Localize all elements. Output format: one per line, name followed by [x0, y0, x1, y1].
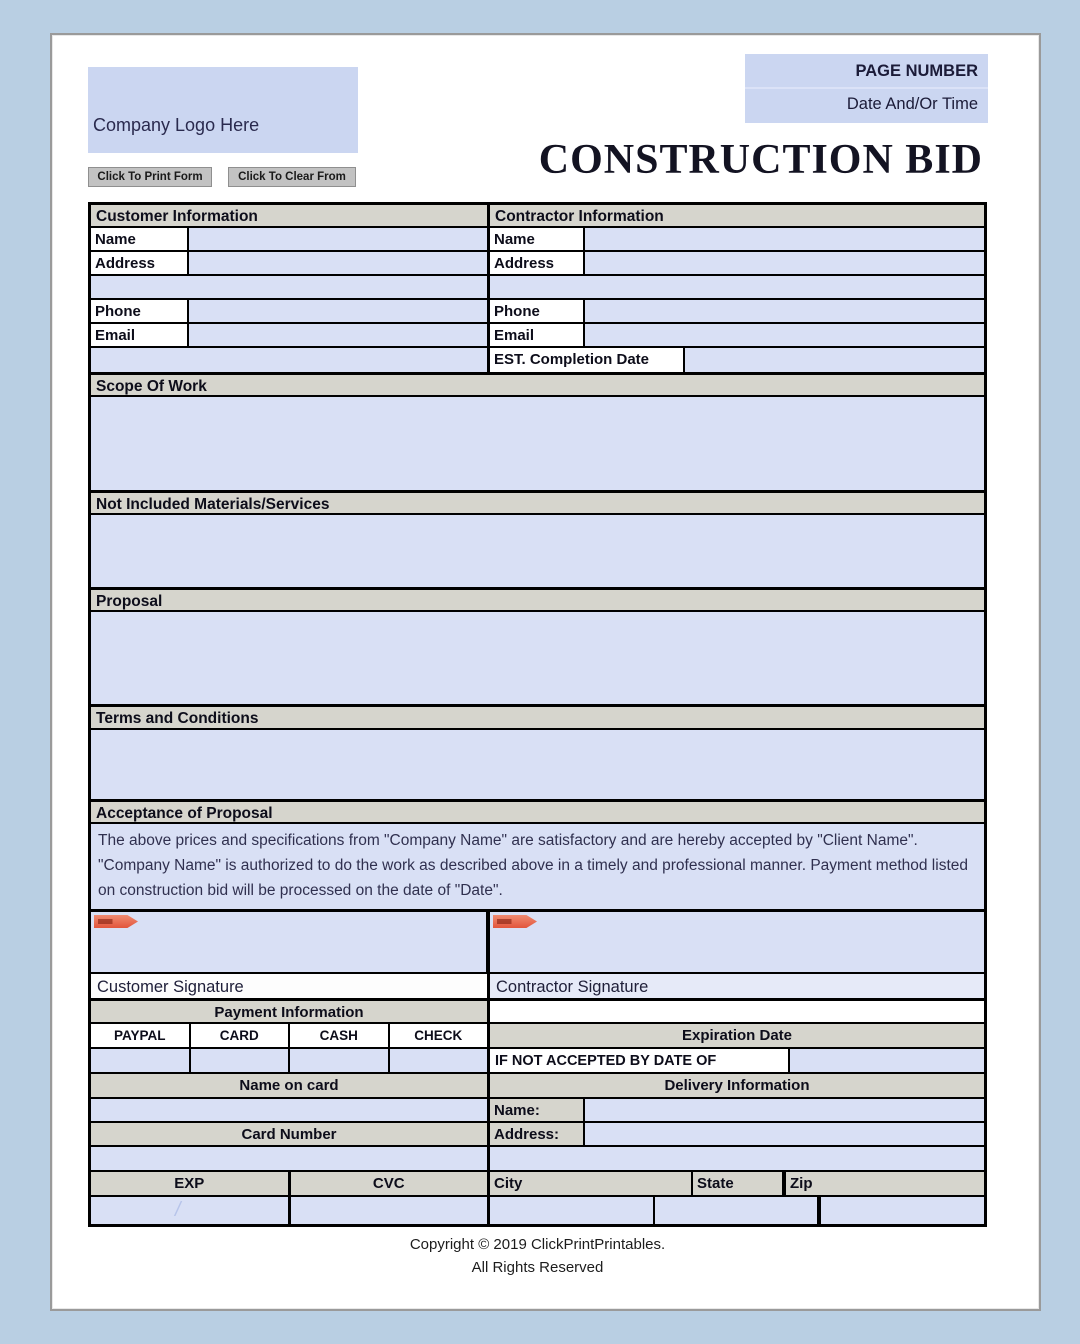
cvc-header: CVC — [291, 1172, 488, 1195]
contractor-info-header: Contractor Information — [490, 205, 984, 226]
construction-bid-form — [88, 202, 987, 1227]
sign-here-tab[interactable] — [94, 915, 138, 928]
print-form-button[interactable]: Click To Print Form — [88, 167, 212, 187]
check-header: CHECK — [390, 1024, 488, 1047]
contractor-phone-label: Phone — [490, 300, 585, 322]
check-checkbox[interactable] — [390, 1049, 488, 1072]
customer-name-input[interactable] — [189, 228, 487, 250]
sign-here-tab[interactable] — [493, 915, 537, 928]
est-completion-label: EST. Completion Date — [490, 348, 685, 372]
copyright-line: Copyright © 2019 ClickPrintPrintables. — [409, 1236, 666, 1253]
card-number-header: Card Number — [91, 1123, 487, 1145]
card-number-input[interactable] — [91, 1147, 487, 1170]
contractor-phone-input[interactable] — [585, 300, 984, 322]
customer-name-label: Name — [91, 228, 189, 250]
contractor-email-label: Email — [490, 324, 585, 346]
contractor-address-label: Address — [490, 252, 585, 274]
contractor-name-label: Name — [490, 228, 585, 250]
scope-of-work-header: Scope Of Work — [91, 375, 984, 395]
form-page — [50, 33, 1041, 1311]
customer-extra-input[interactable] — [91, 348, 487, 372]
state-header: State — [693, 1172, 786, 1195]
cash-checkbox[interactable] — [290, 1049, 390, 1072]
not-included-input[interactable] — [91, 515, 984, 587]
paypal-checkbox[interactable] — [91, 1049, 191, 1072]
contractor-email-input[interactable] — [585, 324, 984, 346]
expiration-date-header: Expiration Date — [490, 1024, 984, 1047]
customer-email-input[interactable] — [189, 324, 487, 346]
customer-signature-label: Customer Signature — [91, 974, 490, 998]
delivery-address-input[interactable] — [585, 1123, 984, 1145]
date-time-label: Date And/Or Time — [846, 95, 978, 113]
customer-phone-label: Phone — [91, 300, 189, 322]
name-on-card-header: Name on card — [91, 1074, 487, 1097]
page-number-box — [745, 54, 988, 123]
cvc-input[interactable] — [291, 1197, 488, 1224]
card-header: CARD — [191, 1024, 291, 1047]
expiration-date-input[interactable] — [790, 1049, 984, 1072]
blank-cell — [490, 1001, 984, 1022]
terms-input[interactable] — [91, 730, 984, 799]
customer-email-label: Email — [91, 324, 189, 346]
customer-address-label: Address — [91, 252, 189, 274]
city-header: City — [490, 1172, 693, 1195]
card-checkbox[interactable] — [191, 1049, 291, 1072]
contractor-address2-input[interactable] — [490, 276, 984, 298]
zip-input[interactable] — [821, 1197, 984, 1224]
state-input[interactable] — [655, 1197, 822, 1224]
clear-form-button[interactable]: Click To Clear From — [228, 167, 356, 187]
delivery-address-label: Address: — [490, 1123, 585, 1145]
proposal-input[interactable] — [91, 612, 984, 704]
exp-input[interactable] — [91, 1197, 291, 1224]
acceptance-header: Acceptance of Proposal — [91, 802, 984, 822]
name-on-card-input[interactable] — [91, 1099, 487, 1121]
delivery-name-label: Name: — [490, 1099, 585, 1121]
terms-header: Terms and Conditions — [91, 707, 984, 728]
company-logo-text: Company Logo Here — [93, 115, 260, 135]
if-not-accepted-label: IF NOT ACCEPTED BY DATE OF — [490, 1049, 790, 1072]
customer-phone-input[interactable] — [189, 300, 487, 322]
contractor-address-input[interactable] — [585, 252, 984, 274]
proposal-header: Proposal — [91, 590, 984, 610]
city-input[interactable] — [490, 1197, 655, 1224]
scope-of-work-input[interactable] — [91, 397, 984, 490]
footer — [88, 1234, 987, 1279]
contractor-name-input[interactable] — [585, 228, 984, 250]
customer-address-input[interactable] — [189, 252, 487, 274]
contractor-signature-label: Contractor Signature — [490, 974, 984, 998]
page-title: CONSTRUCTION BID — [538, 137, 983, 183]
company-logo-placeholder[interactable] — [88, 67, 358, 153]
payment-info-header: Payment Information — [91, 1001, 487, 1022]
customer-signature-box[interactable] — [91, 912, 490, 972]
contractor-signature-box[interactable] — [490, 912, 984, 972]
acceptance-text: The above prices and specifications from "Company Name" are satisfactory and are hereby accepted by "Client Name". "Company Name" is authorized to do the work as described above in a timely and professional manner. Payment method listed on construction bid will be processed on the date of "Date". — [91, 824, 984, 909]
customer-info-header: Customer Information — [91, 205, 487, 226]
rights-line: All Rights Reserved — [471, 1258, 604, 1276]
cash-header: CASH — [290, 1024, 390, 1047]
zip-header: Zip — [786, 1172, 984, 1195]
exp-date-separator: / — [175, 1199, 181, 1221]
customer-address2-input[interactable] — [91, 276, 487, 298]
exp-header: EXP — [91, 1172, 291, 1195]
delivery-name-input[interactable] — [585, 1099, 984, 1121]
paypal-header: PAYPAL — [91, 1024, 191, 1047]
not-included-header: Not Included Materials/Services — [91, 493, 984, 513]
delivery-info-header: Delivery Information — [490, 1074, 984, 1097]
delivery-address2-input[interactable] — [490, 1147, 984, 1170]
est-completion-input[interactable] — [685, 348, 984, 372]
page-number-label: PAGE NUMBER — [745, 54, 988, 89]
